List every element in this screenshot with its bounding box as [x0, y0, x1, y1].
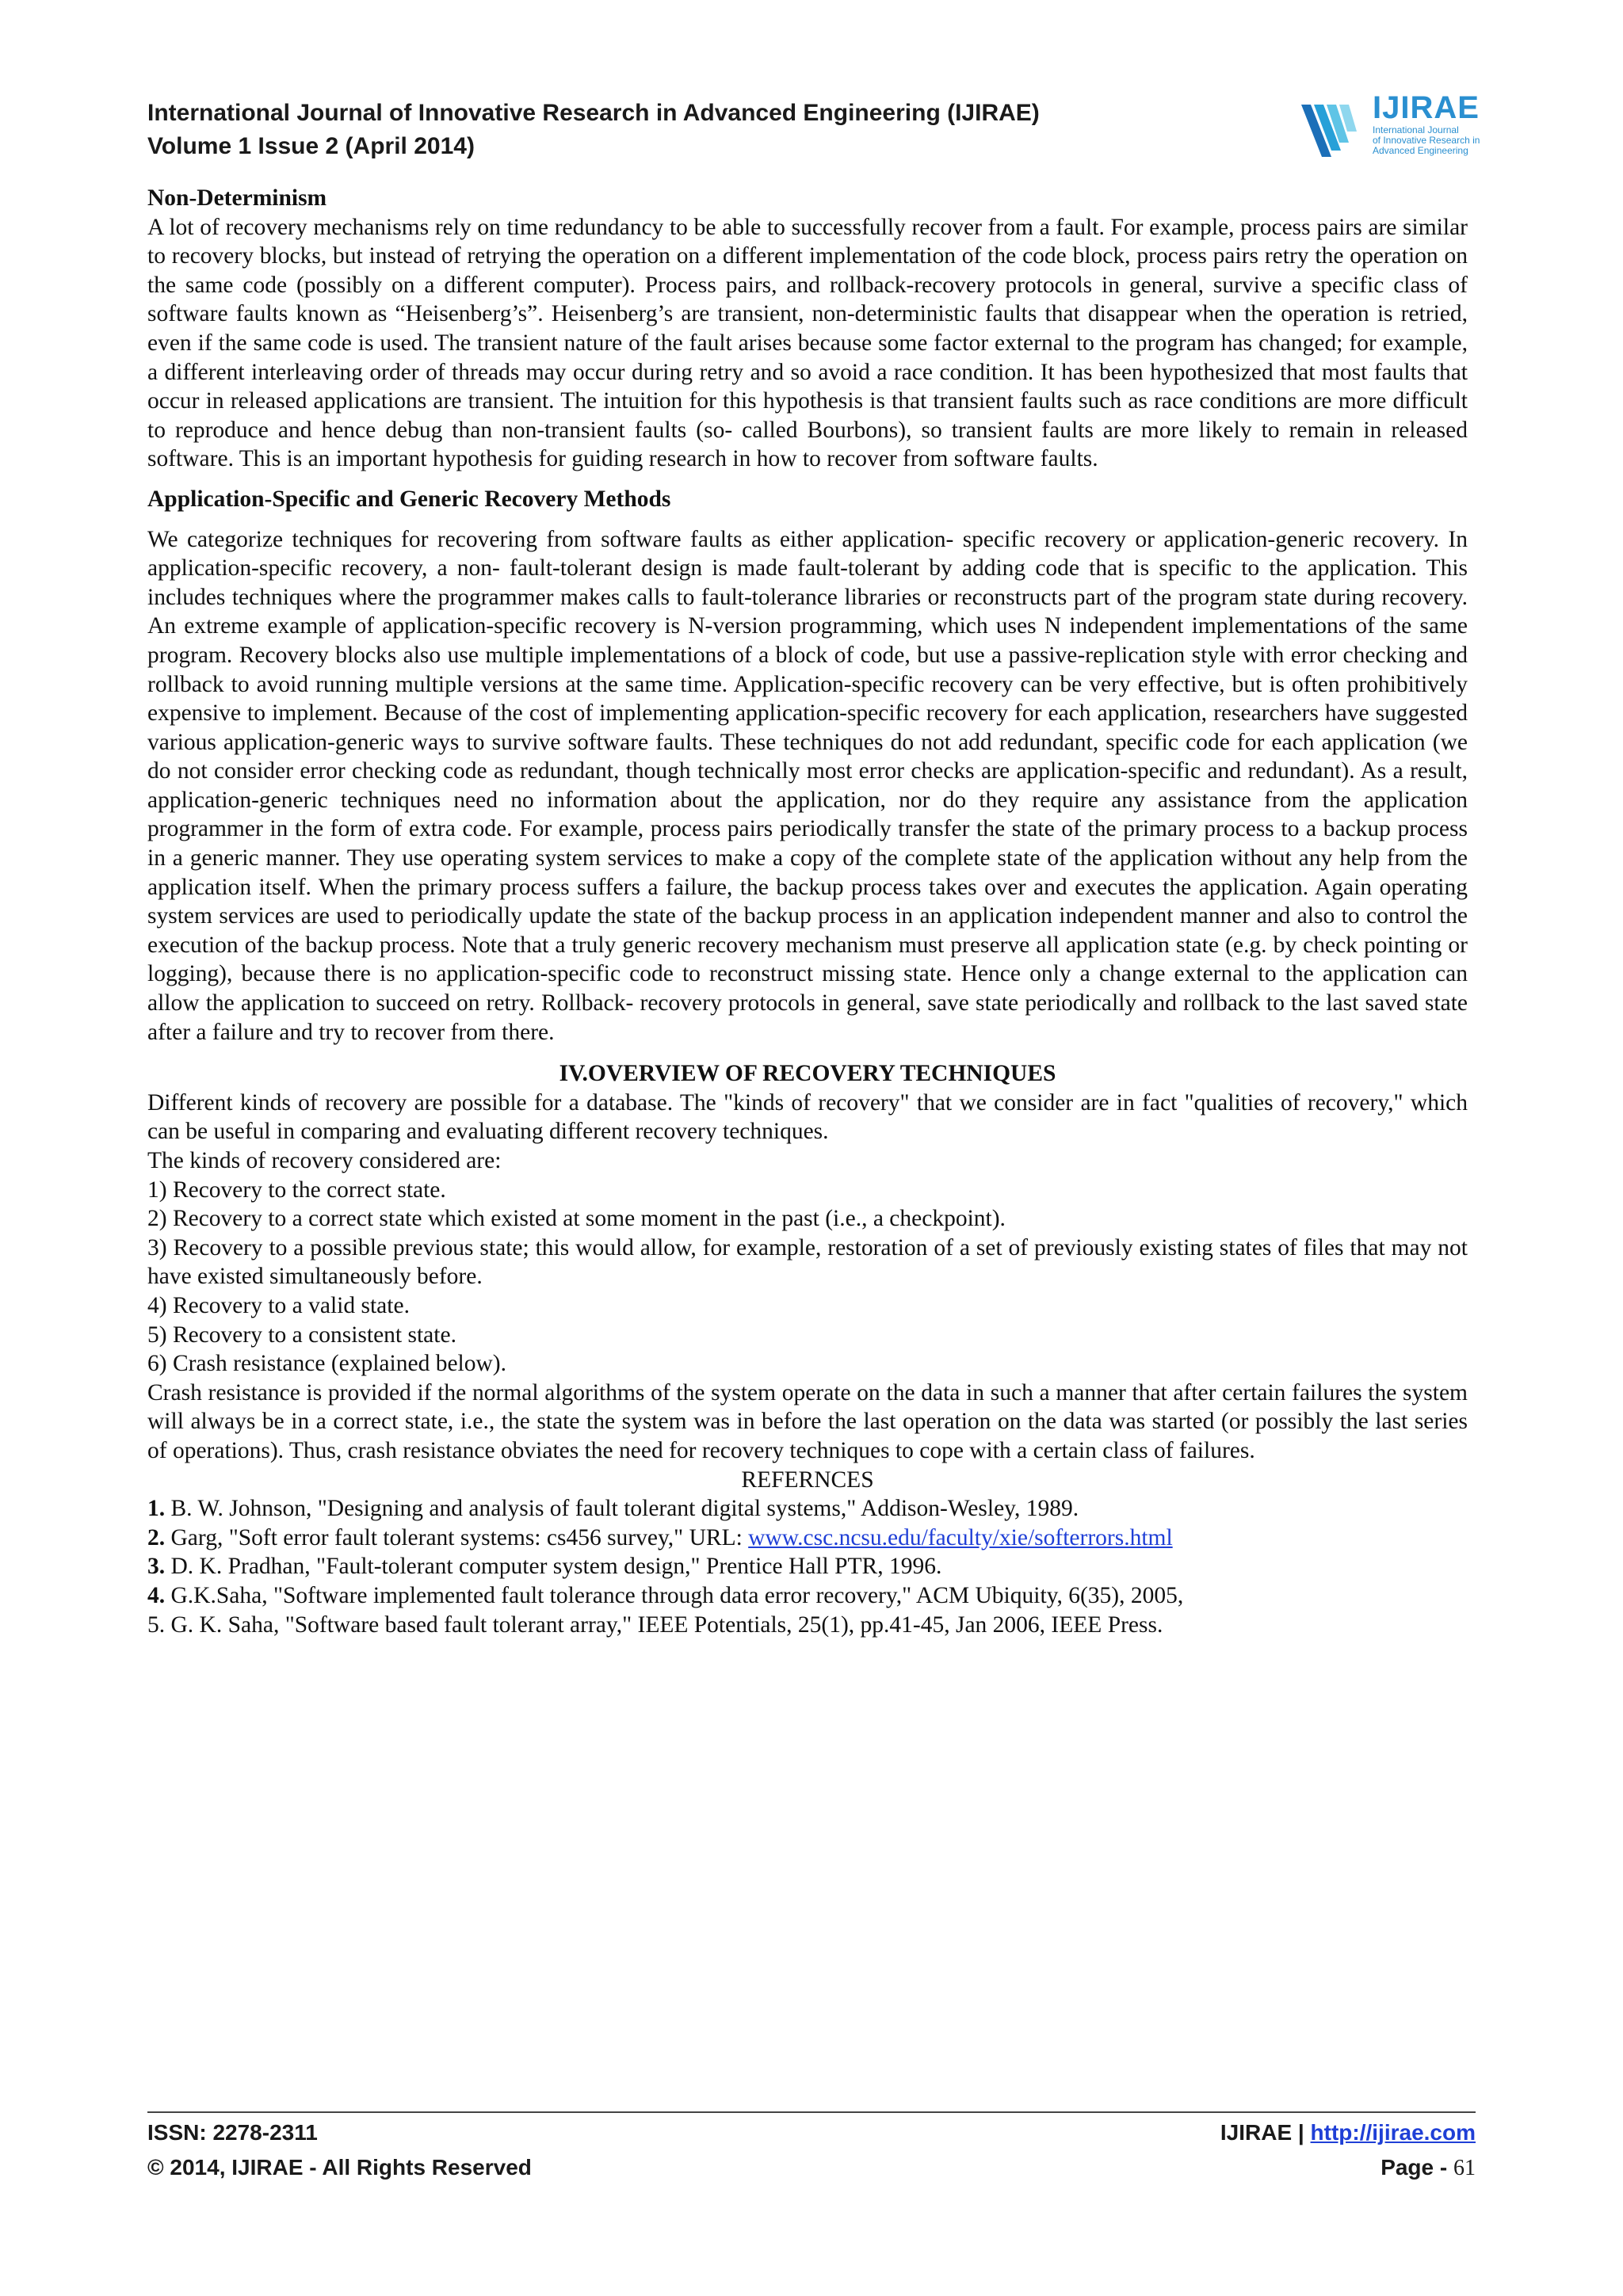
- journal-volume: Volume 1 Issue 2 (April 2014): [147, 133, 475, 159]
- journal-title: International Journal of Innovative Research in Advanced Engineering (IJIRAE): [147, 100, 1040, 126]
- reference-item: 5. G. K. Saha, "Software based fault tolerant array," IEEE Potentials, 25(1), pp.41-45, Jan 2006, IEEE Press.: [147, 1611, 1163, 1638]
- section-heading-overview: IV.OVERVIEW OF RECOVERY TECHNIQUES: [559, 1061, 1056, 1087]
- journal-header: [147, 97, 1040, 163]
- footer-site-label: IJIRAE |: [1220, 2120, 1311, 2145]
- paragraph-recovery-methods: We categorize techniques for recovering from software faults as either application- specific recovery or application-generic recovery. In application-specific recovery, a non- fault-tolerant design is made fault-tolerant by adding code that is specific to the application. This includes techniques where the programmer makes calls to fault-tolerance libraries or reconstructs part of the program state during recovery. An extreme example of application-specific recovery is N-version programming, which uses N independent implementations of the same program. Recovery blocks also use multiple implementations of a block of code, but use a passive-replication style with error checking and rollback to avoid running multiple versions at the same time. Application-specific recovery can be very effective, but is often prohibitively expensive to implement. Because of the cost of implementing application-specific recovery for each application, researchers have suggested various application-generic ways to survive software faults. These techniques do not add redundant, specific code for each application (we do not consider error checking code as redundant, though technically most error checks are application-specific and redundant). As a result, application-generic techniques need no information about the application, nor do they require any assistance from the application programmer in the form of extra code. For example, process pairs periodically transfer the state of the primary process to a backup process in a generic manner. They use operating system services to make a copy of the complete state of the application without any help from the application itself. When the primary process suffers a failure, the backup process takes over and executes the application. Again operating system services are used to periodically update the state of the backup process in an application independent manner and also to control the execution of the backup process. Note that a truly generic recovery mechanism must preserve all application state (e.g. by check pointing or logging), because there is no application-specific code to reconstruct missing state. Hence only a change external to the application can allow the application to succeed on retry. Rollback- recovery protocols in general, save state periodically and rollback to the last saved state after a failure and try to recover from there.: [147, 526, 1468, 1045]
- footer-divider: [147, 2111, 1476, 2113]
- paragraph-crash-resistance: Crash resistance is provided if the normal algorithms of the system operate on the data in such a manner that after certain failures the system will always be in a correct state, i.e., the state the system was in before the last operation on the data was started (or possibly the last series of operations). Thus, crash resistance obviates the need for recovery techniques to cope with a certain class of failures.: [147, 1379, 1468, 1463]
- footer-page-label: Page -: [1381, 2155, 1453, 2180]
- logo-stripes-icon: [1300, 93, 1371, 165]
- logo-title: IJIRAE: [1373, 90, 1480, 125]
- reference-item: 3. D. K. Pradhan, "Fault-tolerant computer system design," Prentice Hall PTR, 1996.: [147, 1554, 942, 1580]
- section-heading-non-determinism: Non-Determinism: [147, 185, 327, 211]
- footer-issn: ISSN: 2278-2311: [147, 2120, 318, 2145]
- footer-left: [147, 2115, 532, 2185]
- reference-link[interactable]: www.csc.ncsu.edu/faculty/xie/softerrors.html: [748, 1524, 1173, 1550]
- footer-site-link[interactable]: http://ijirae.com: [1310, 2120, 1476, 2145]
- list-item: 6) Crash resistance (explained below).: [147, 1351, 506, 1377]
- list-item: 5) Recovery to a consistent state.: [147, 1322, 456, 1348]
- section-heading-recovery-methods: Application-Specific and Generic Recovery Methods: [147, 486, 671, 512]
- list-item: 4) Recovery to a valid state.: [147, 1292, 410, 1318]
- list-item: 1) Recovery to the correct state.: [147, 1177, 446, 1203]
- recovery-kinds-list: [147, 1146, 1468, 1379]
- list-item: 2) Recovery to a correct state which existed at some moment in the past (i.e., a checkpoint).: [147, 1206, 1006, 1232]
- ijirae-logo: [1300, 90, 1482, 165]
- article-body: [147, 184, 1468, 1639]
- page-number: 61: [1453, 2156, 1476, 2180]
- reference-item: 1. B. W. Johnson, "Designing and analysis of fault tolerant digital systems," Addison-Wesley, 1989.: [147, 1496, 1079, 1522]
- reference-item: 2. Garg, "Soft error fault tolerant systems: cs456 survey," URL: www.csc.ncsu.edu/faculty/xie/softerrors.html: [147, 1524, 1173, 1550]
- paragraph-non-determinism: A lot of recovery mechanisms rely on time redundancy to be able to successfully recover from a fault. For example, process pairs are similar to recovery blocks, but instead of retrying the operation on a different implementation of the code block, process pairs retry the operation on the same code (possibly on a different computer). Process pairs, and rollback-recovery protocols in general, survive a specific class of software faults known as “Heisenberg’s”. Heisenberg’s are transient, non-deterministic faults that disappear when the operation is retried, even if the same code is used. The transient nature of the fault arises because some factor external to the program has changed; for example, a different interleaving order of threads may occur during retry and so avoid a race condition. It has been hypothesized that most faults that occur in released applications are transient. The intuition for this hypothesis is that transient faults such as race conditions are more difficult to reproduce and hence debug than non-transient faults (so- called Bourbons), so transient faults are more likely to remain in released software. This is an important hypothesis for guiding research in how to recover from software faults.: [147, 214, 1468, 472]
- references-heading: REFERNCES: [741, 1466, 874, 1493]
- footer-copyright: © 2014, IJIRAE - All Rights Reserved: [147, 2155, 532, 2180]
- list-item: 3) Recovery to a possible previous state; this would allow, for example, restoration of a set of previously existing states of files that may not have existed simultaneously before.: [147, 1234, 1468, 1290]
- logo-subtitle: International Journal of Innovative Research in Advanced Engineering: [1373, 124, 1480, 156]
- reference-item: 4. G.K.Saha, "Software implemented fault tolerance through data error recovery," ACM Ubiquity, 6(35), 2005,: [147, 1582, 1184, 1608]
- footer-right: [1220, 2115, 1476, 2186]
- references-list: [147, 1494, 1468, 1639]
- list-label: The kinds of recovery considered are:: [147, 1148, 502, 1173]
- paragraph-overview-intro: Different kinds of recovery are possible for a database. The "kinds of recovery" that we consider are in fact "qualities of recovery," which can be useful in comparing and evaluating different recovery techniques.: [147, 1089, 1468, 1145]
